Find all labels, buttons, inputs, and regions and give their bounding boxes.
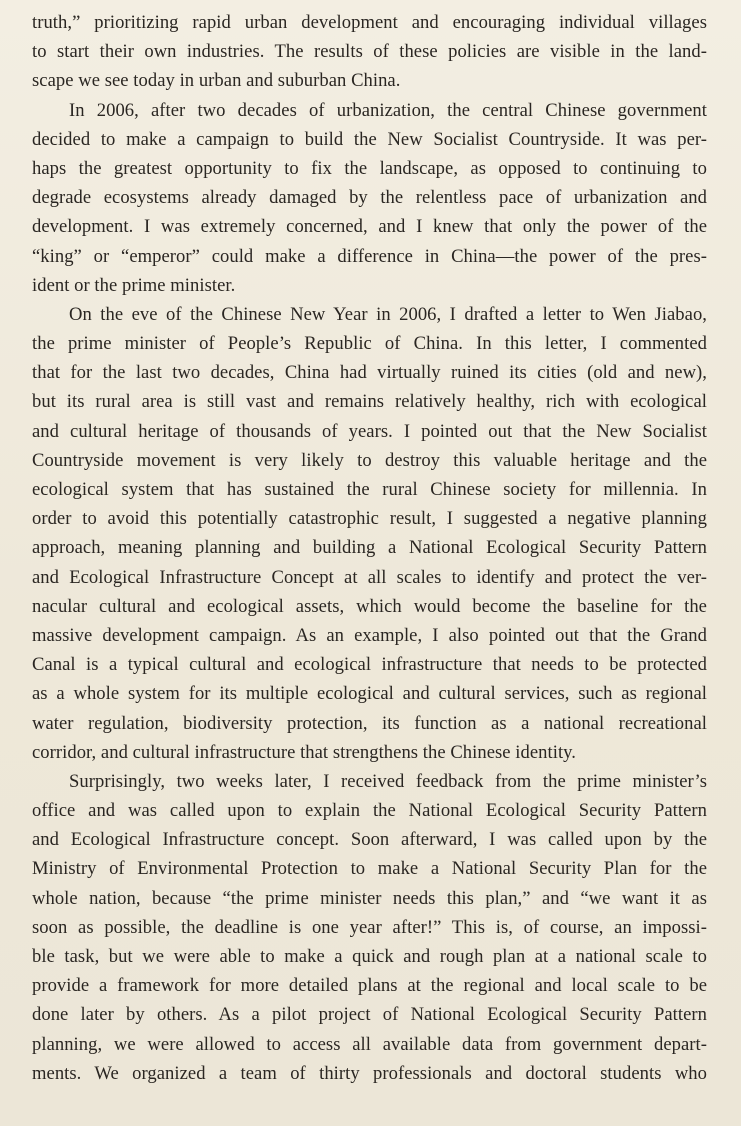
text-line: ments. We organized a team of thirty professionals and doctoral students who [32, 1062, 707, 1084]
text-line: nacular cultural and ecological assets, which would become the baseline for the [32, 595, 707, 617]
text-line: soon as possible, the deadline is one year after!” This is, of course, an impossi- [32, 916, 707, 938]
text-line: Ministry of Environmental Protection to make a National Security Plan for the [32, 858, 707, 880]
text-line: done later by others. As a pilot project of National Ecological Security Pattern [32, 1004, 707, 1026]
body-text [32, 8, 707, 1088]
text-line: ident or the prime minister. [32, 274, 236, 296]
text-line: provide a framework for more detailed plans at the regional and local scale to be [32, 975, 707, 997]
text-line: degrade ecosystems already damaged by the relentless pace of urbanization and [32, 187, 707, 209]
paragraph-first-line: Surprisingly, two weeks later, I received feedback from the prime minister’s [69, 770, 707, 792]
text-line: and cultural heritage of thousands of years. I pointed out that the New Socialist [32, 420, 707, 442]
text-line: order to avoid this potentially catastrophic result, I suggested a negative planning [32, 508, 707, 530]
text-line: as a whole system for its multiple ecological and cultural services, such as regional [32, 683, 707, 705]
text-line: decided to make a campaign to build the New Socialist Countryside. It was per- [32, 128, 707, 150]
text-line: ble task, but we were able to make a quick and rough plan at a national scale to [32, 946, 707, 967]
text-line: truth,” prioritizing rapid urban development and encouraging individual villages [32, 12, 707, 33]
text-line: office and was called upon to explain the National Ecological Security Pattern [32, 800, 707, 822]
text-line: massive development campaign. As an example, I also pointed out that the Grand [32, 624, 707, 646]
text-line: whole nation, because “the prime minister needs this plan,” and “we want it as [32, 887, 707, 909]
text-line: and Ecological Infrastructure concept. Soon afterward, I was called upon by the [32, 829, 707, 851]
text-line: water regulation, biodiversity protection, its function as a national recreational [32, 712, 707, 734]
text-line: development. I was extremely concerned, and I knew that only the power of the [32, 216, 707, 238]
text-line: but its rural area is still vast and remains relatively healthy, rich with ecological [32, 391, 707, 413]
text-line: Canal is a typical cultural and ecological infrastructure that needs to be protected [32, 654, 707, 676]
paragraph-first-line: On the eve of the Chinese New Year in 2006, I drafted a letter to Wen Jiabao, [69, 303, 707, 325]
text-line: “king” or “emperor” could make a difference in China—the power of the pres- [32, 245, 707, 267]
text-line: approach, meaning planning and building a National Ecological Security Pattern [32, 537, 707, 559]
text-line: Countryside movement is very likely to destroy this valuable heritage and the [32, 449, 707, 471]
text-line: haps the greatest opportunity to fix the landscape, as opposed to continuing to [32, 157, 707, 179]
text-line: ecological system that has sustained the rural Chinese society for millennia. In [32, 479, 707, 500]
text-line: that for the last two decades, China had virtually ruined its cities (old and new), [32, 362, 707, 384]
text-line: planning, we were allowed to access all available data from government depart- [32, 1033, 707, 1055]
text-line: scape we see today in urban and suburban China. [32, 70, 401, 92]
text-line: the prime minister of People’s Republic of China. In this letter, I commented [32, 333, 707, 355]
text-line: corridor, and cultural infrastructure that strengthens the Chinese identity. [32, 741, 576, 763]
text-line: to start their own industries. The results of these policies are visible in the land- [32, 41, 707, 63]
paragraph-first-line: In 2006, after two decades of urbanization, the central Chinese government [69, 99, 707, 121]
text-line: and Ecological Infrastructure Concept at all scales to identify and protect the ver- [32, 566, 707, 588]
